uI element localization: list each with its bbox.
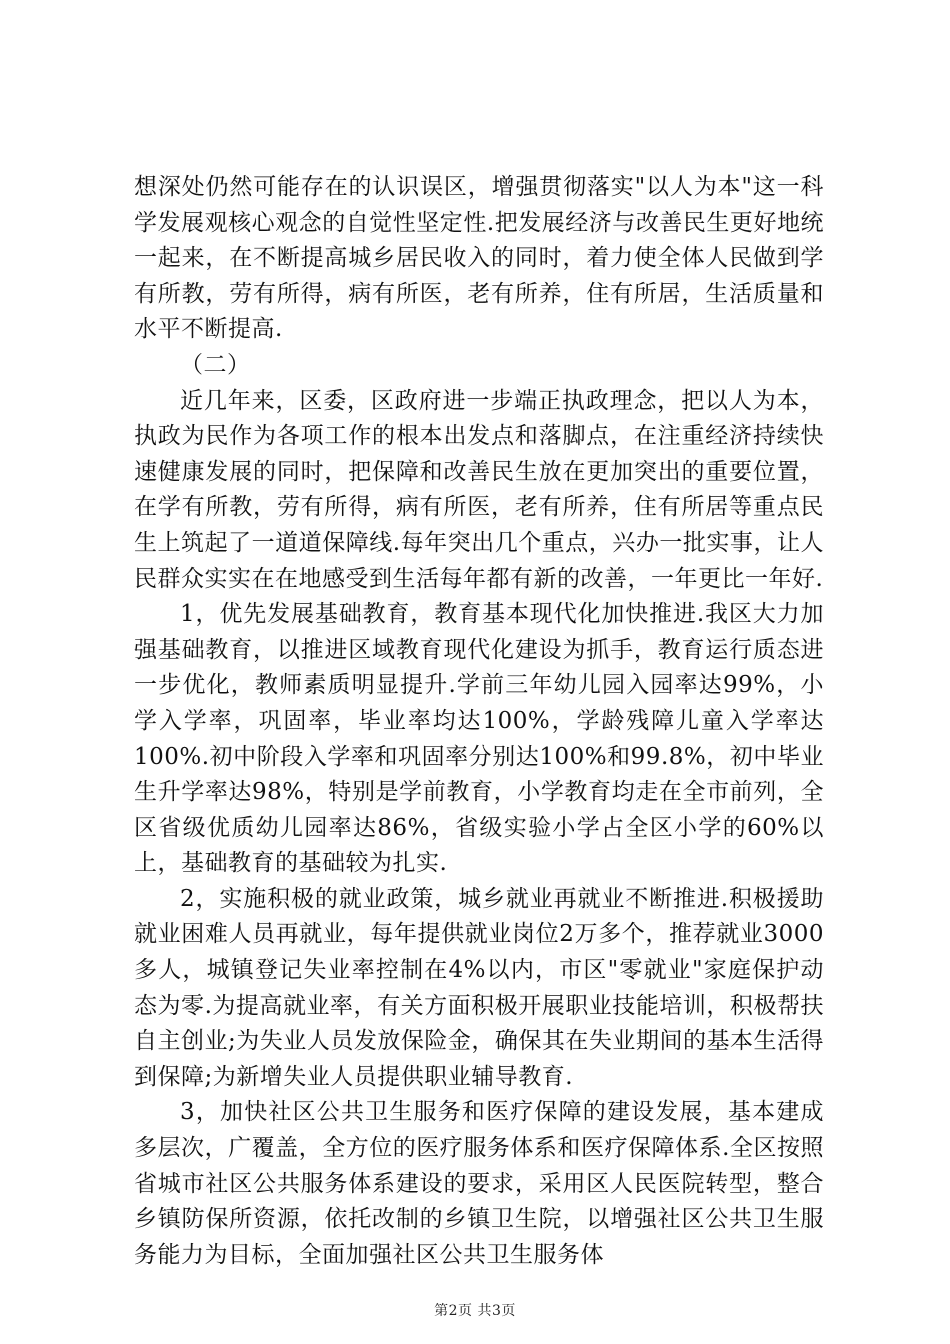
paragraph-item-3: 3，加快社区公共卫生服务和医疗保障的建设发展，基本建成多层次，广覆盖，全方位的医疗服务体系和医疗保障体系.全区按照省城市社区公共服务体系建设的要求，采用区人民医院转型，整合乡镇防保所资源，依托改制的乡镇卫生院，以增强社区公共卫生服务能力为目标，全面加强社区公共卫生服务体: [134, 1099, 824, 1268]
paragraph-item-2: 2，实施积极的就业政策，城乡就业再就业不断推进.积极援助就业困难人员再就业，每年提供就业岗位2万多个，推荐就业3000多人，城镇登记失业率控制在4%以内，市区"零就业"家庭保护动态为零.为提高就业率，有关方面积极开展职业技能培训，积极帮扶自主创业;为失业人员发放保险金，确保其在失业期间的基本生活得到保障;为新增失业人员提供职业辅导教育.: [134, 885, 824, 1090]
paragraph-intro: 近几年来，区委，区政府进一步端正执政理念，把以人为本，执政为民作为各项工作的根本出发点和落脚点，在注重经济持续快速健康发展的同时，把保障和改善民生放在更加突出的重要位置，在学有所教，劳有所得，病有所医，老有所养，住有所居等重点民生上筑起了一道道保障线.每年突出几个重点，兴办一批实事，让人民群众实实在在地感受到生活每年都有新的改善，一年更比一年好.: [134, 387, 824, 592]
document-body: [134, 170, 824, 1273]
paragraph-item-1: 1，优先发展基础教育，教育基本现代化加快推进.我区大力加强基础教育，以推进区域教育现代化建设为抓手，教育运行质态进一步优化，教师素质明显提升.学前三年幼儿园入园率达99%，小学入学率，巩固率，毕业率均达100%，学龄残障儿童入学率达100%.初中阶段入学率和巩固率分别达100%和99.8%，初中毕业生升学率达98%，特别是学前教育，小学教育均走在全市前列，全区省级优质幼儿园率达86%，省级实验小学占全区小学的60%以上，基础教育的基础较为扎实.: [134, 601, 824, 877]
page-footer: 第2页 共3页: [434, 1303, 516, 1319]
section-heading: （二）: [180, 351, 251, 378]
paragraph-continuation: 想深处仍然可能存在的认识误区，增强贯彻落实"以人为本"这一科学发展观核心观念的自觉性坚定性.把发展经济与改善民生更好地统一起来，在不断提高城乡居民收入的同时，着力使全体人民做到学有所教，劳有所得，病有所医，老有所养，住有所居，生活质量和水平不断提高.: [134, 174, 824, 343]
